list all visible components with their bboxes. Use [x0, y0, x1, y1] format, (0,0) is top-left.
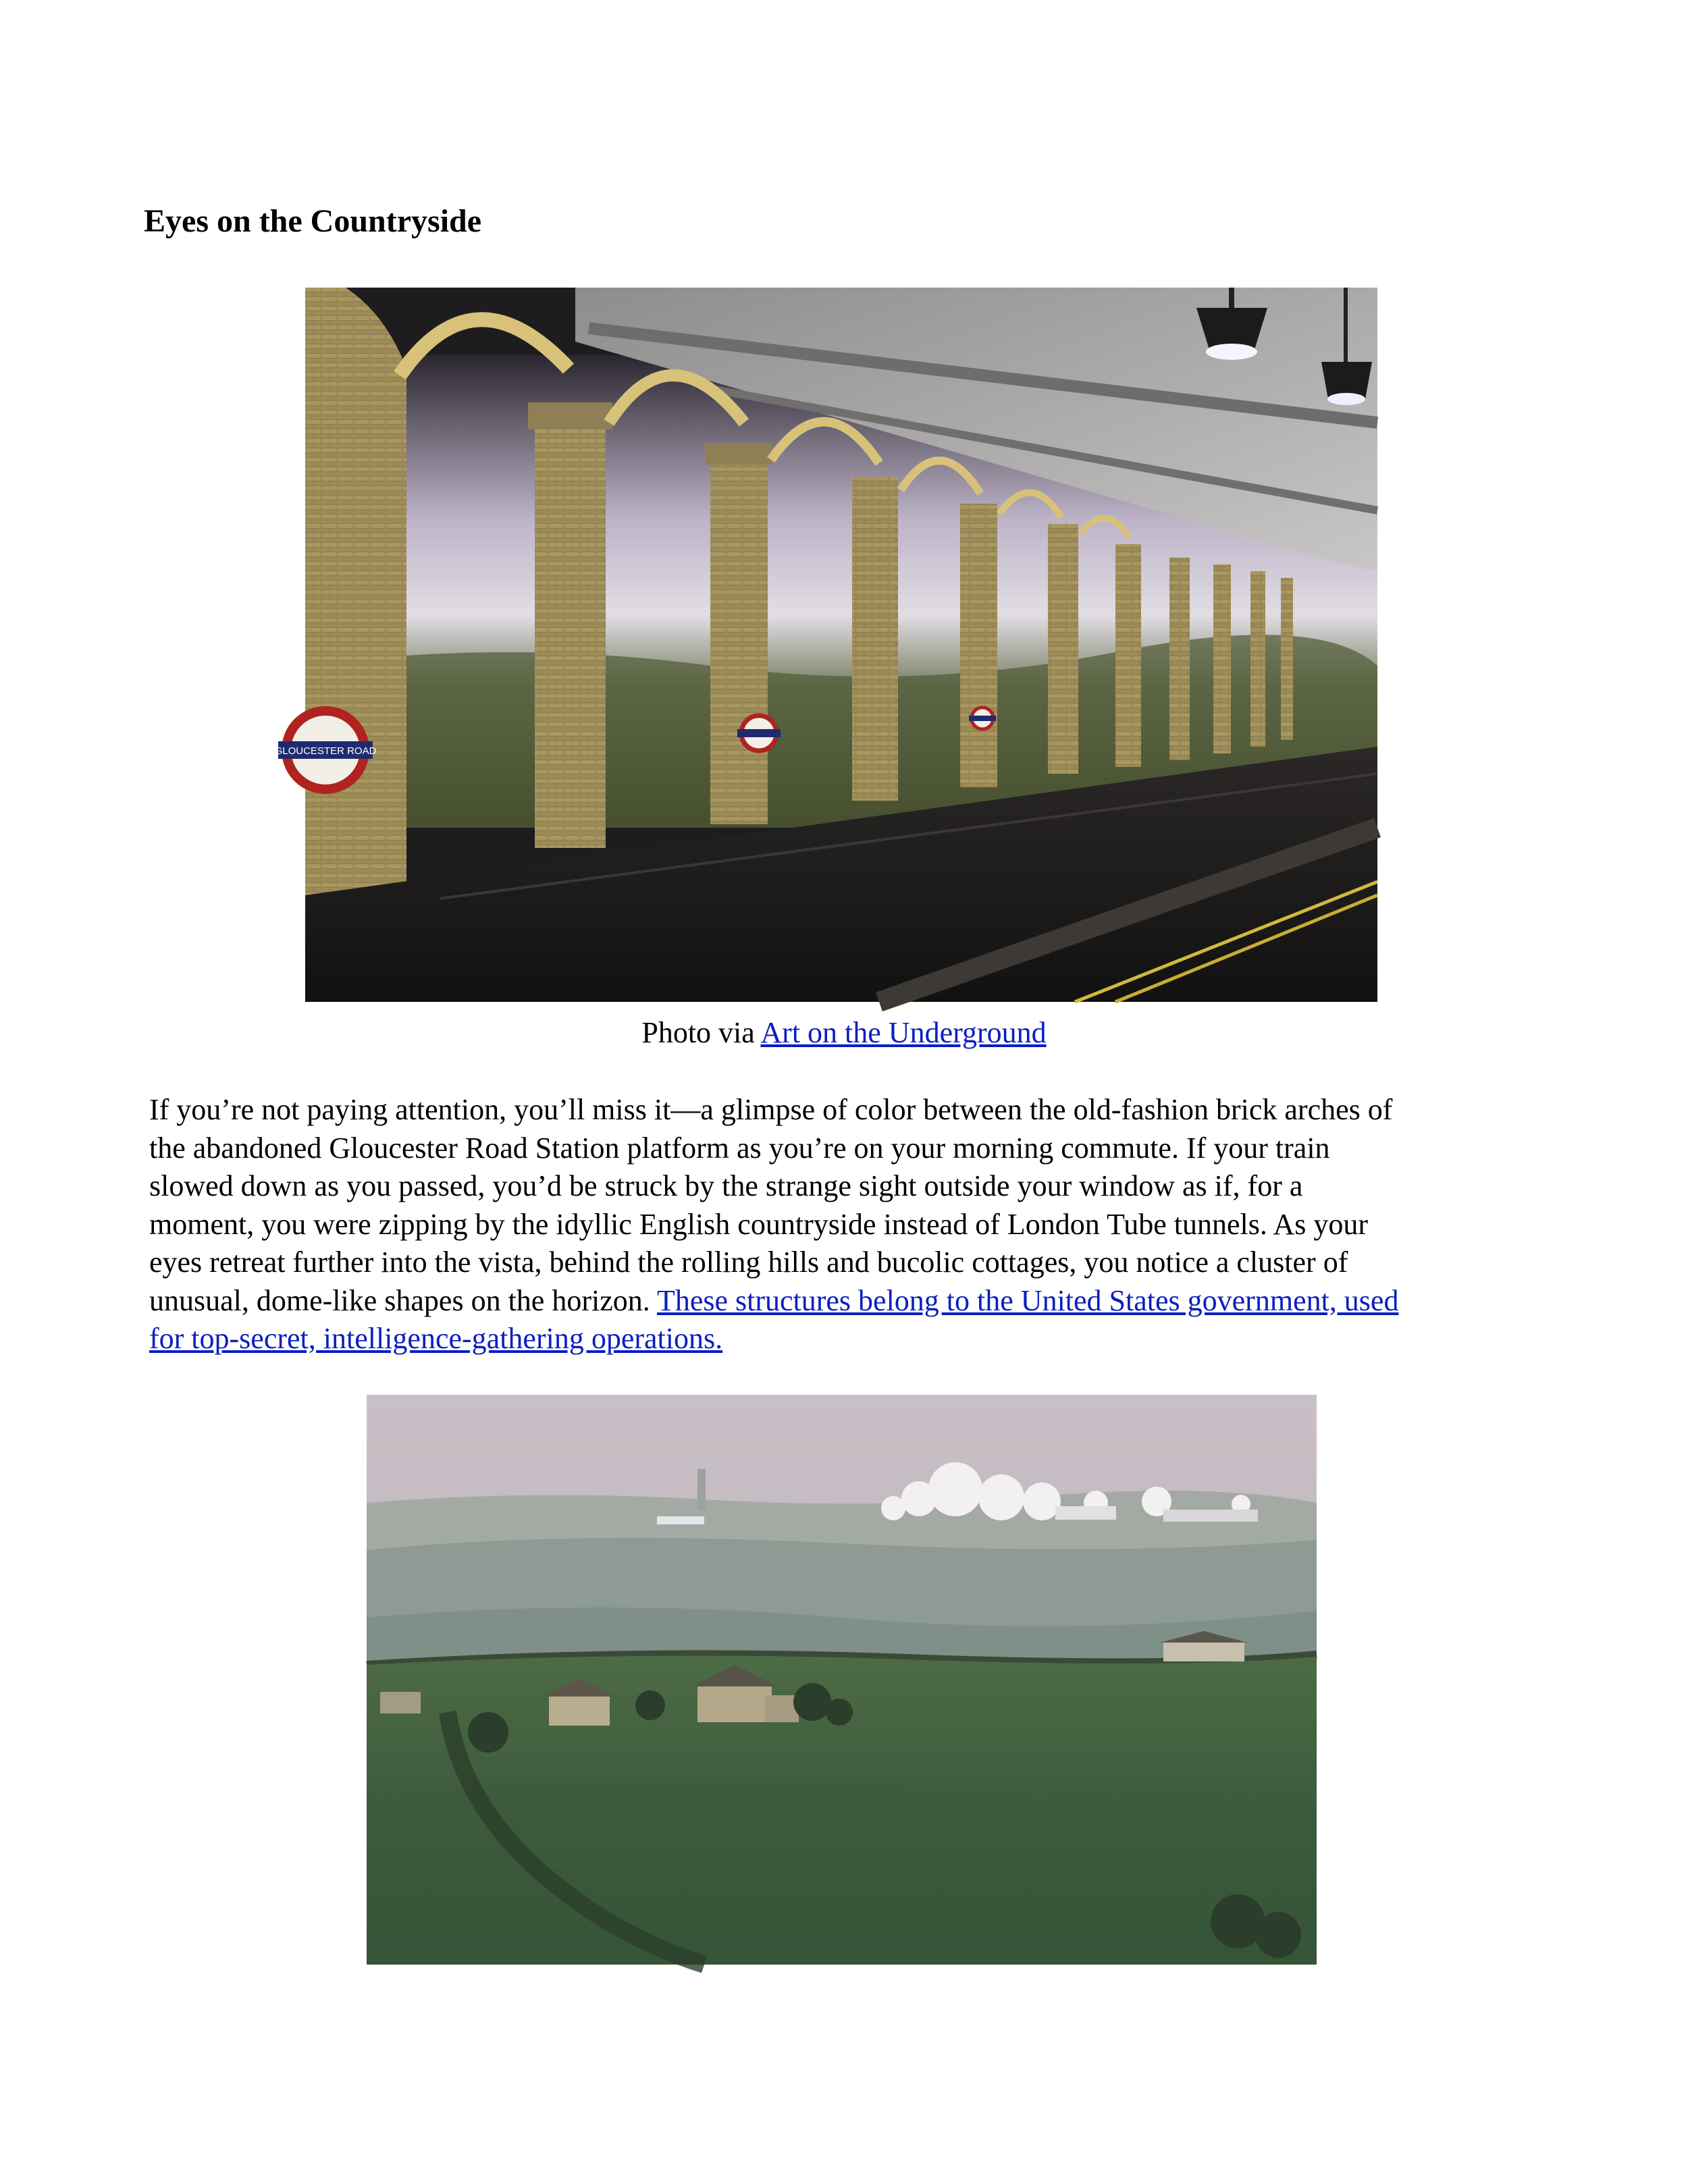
paragraph-line-text: unusual, dome-like shapes on the horizon.: [149, 1283, 657, 1317]
paragraph-line: [149, 1282, 1533, 1321]
paragraph-line: eyes retreat further into the vista, behind the rolling hills and bucolic cottages, you notice a cluster of: [149, 1246, 1348, 1279]
article-title: Eyes on the Countryside: [144, 203, 482, 239]
svg-text:GLOUCESTER ROAD: GLOUCESTER ROAD: [274, 745, 377, 757]
countryside-domes-photo: [367, 1395, 1317, 1965]
art-on-the-underground-link[interactable]: Art on the Underground: [760, 1016, 1047, 1049]
station-platform-illustration: [274, 288, 1377, 1002]
us-government-structures-link-continued[interactable]: for top-secret, intelligence-gathering operations.: [149, 1322, 723, 1355]
paragraph-line: [149, 1320, 1533, 1358]
us-government-structures-link[interactable]: These structures belong to the United States government, used: [656, 1283, 1399, 1317]
paragraph-line: moment, you were zipping by the idyllic English countryside instead of London Tube tunnels. As your: [149, 1207, 1369, 1241]
photo-caption: [0, 1013, 1688, 1053]
article-paragraph: [149, 1091, 1533, 1358]
station-platform-photo: [274, 288, 1377, 1002]
paragraph-line: If you’re not paying attention, you’ll miss it—a glimpse of color between the old-fashion brick arches of: [149, 1093, 1393, 1126]
caption-prefix: Photo via: [641, 1016, 761, 1049]
paragraph-line: slowed down as you passed, you’d be struck by the strange sight outside your window as if, for a: [149, 1169, 1303, 1202]
roundel-sign-center: [737, 716, 781, 751]
paragraph-line: the abandoned Gloucester Road Station platform as you’re on your morning commute. If your train: [149, 1131, 1330, 1165]
countryside-domes-illustration: [367, 1395, 1317, 1965]
